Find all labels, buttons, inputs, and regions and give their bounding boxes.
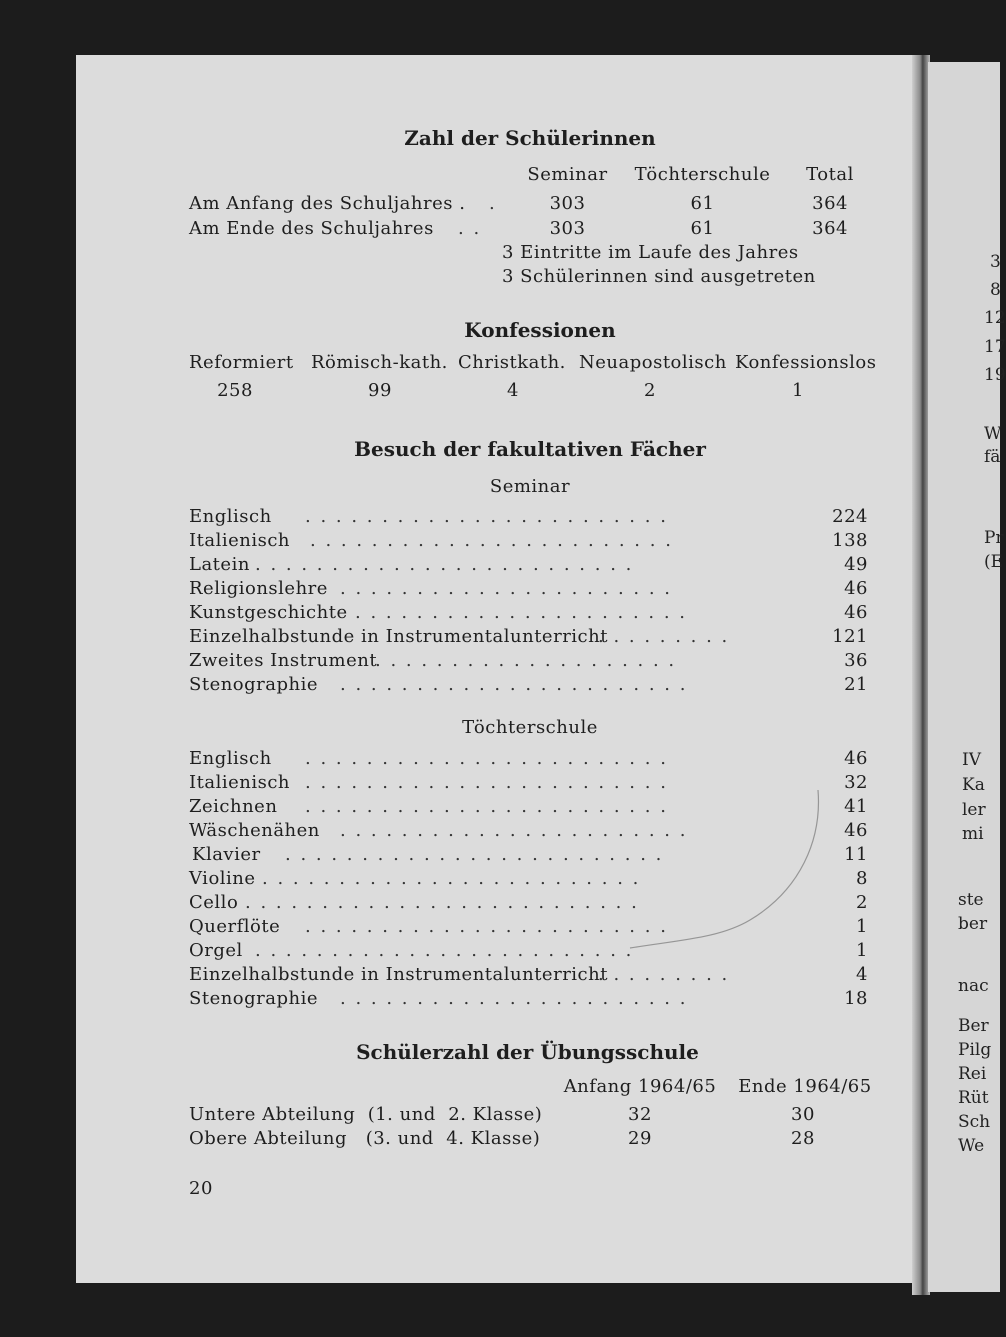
toechter-row-value: 8 xyxy=(856,868,868,889)
uebung-row-label: Untere Abteilung (1. und 2. Klasse) xyxy=(189,1104,543,1125)
toechter-row-value: 11 xyxy=(844,844,868,865)
toechter-row-value: 1 xyxy=(856,940,868,961)
zahl-row-toechter: 61 xyxy=(690,193,715,214)
zahl-row-dots: . . xyxy=(458,218,482,239)
zahl-row-total: 364 xyxy=(812,218,848,239)
facing-page-fragment: Pr xyxy=(984,528,1004,548)
facing-page-fragment: Rüt xyxy=(958,1088,989,1108)
uebung-row-anfang: 29 xyxy=(628,1128,652,1149)
konfession-count: 4 xyxy=(507,380,519,401)
seminar-row-value: 21 xyxy=(844,674,868,695)
toechter-row-label: Klavier xyxy=(192,844,261,865)
facing-page-fragment: W xyxy=(984,424,1002,444)
toechter-row-label: Cello xyxy=(189,892,239,913)
toechter-row-label: Violine xyxy=(189,868,256,889)
konfession-name: Römisch-kath. xyxy=(311,352,448,373)
seminar-row-value: 46 xyxy=(844,578,868,599)
pencil-mark xyxy=(560,780,840,960)
facing-page-fragment: Ber xyxy=(958,1016,989,1036)
toechter-row-dots: . . . . . . . . . . . . . . . . . . . . . . . . xyxy=(305,772,668,793)
facing-page-fragment: 17 xyxy=(984,337,1006,357)
section-title-uebung: Schülerzahl der Übungsschule xyxy=(356,1040,699,1064)
section-title-zahl: Zahl der Schülerinnen xyxy=(404,126,656,150)
seminar-row-value: 121 xyxy=(832,626,868,647)
toechter-row-value: 32 xyxy=(844,772,868,793)
facing-page-fragment: fä xyxy=(984,447,1001,467)
seminar-row-label: Einzelhalbstunde in Instrumentalunterricht xyxy=(189,626,608,647)
konfession-name: Konfessionslos xyxy=(735,352,877,373)
facing-page-fragment: IV xyxy=(962,750,981,770)
toechter-row-label: Einzelhalbstunde in Instrumentalunterricht xyxy=(189,964,608,985)
zahl-row-dots: . xyxy=(489,193,497,214)
toechter-row-dots: . . . . . . . . . . . . . . . . . . . . . . . . . . xyxy=(245,892,639,913)
section-title-konfessionen: Konfessionen xyxy=(464,318,616,342)
toechter-row-label: Wäschenähen xyxy=(189,820,320,841)
zahl-note: 3 Schülerinnen sind ausgetreten xyxy=(502,266,816,287)
zahl-row-toechter: 61 xyxy=(690,218,715,239)
facing-page-fragment: 8 xyxy=(990,280,1001,300)
toechter-row-dots: . . . . . . . . . . . . . . . . . . . . . . . xyxy=(340,988,688,1009)
facing-page-fragment: ler xyxy=(962,800,986,820)
konfession-name: Christkath. xyxy=(458,352,566,373)
uebung-row-ende: 28 xyxy=(791,1128,815,1149)
zahl-row-seminar: 303 xyxy=(549,193,586,214)
konfession-name: Neuapostolisch xyxy=(579,352,727,373)
konfession-count: 99 xyxy=(368,380,392,401)
toechter-row-dots: . . . . . . . . . . . . . . . . . . . . . . . . xyxy=(305,796,668,817)
toechter-row-dots: . . . . . . . . . . . . . . . . . . . . . . . . . xyxy=(262,868,641,889)
seminar-row-label: Englisch xyxy=(189,506,272,527)
facing-page-fragment: ste xyxy=(958,890,984,910)
seminar-row-dots: . . . . . . . . . . . . . . . . . . . . xyxy=(375,650,677,671)
facing-page-fragment: nac xyxy=(958,976,989,996)
seminar-row-label: Latein xyxy=(189,554,250,575)
toechter-row-label: Italienisch xyxy=(189,772,291,793)
col-header-ende: Ende 1964/65 xyxy=(738,1076,872,1097)
toechter-row-dots: . . . . . . . . . . . . . . . . . . . . . . . . . xyxy=(255,940,634,961)
seminar-row-label: Kunstgeschichte xyxy=(189,602,348,623)
facing-page-fragment: Ka xyxy=(962,775,985,795)
section-title-faecher: Besuch der fakultativen Fächer xyxy=(354,437,706,461)
seminar-row-dots: . . . . . . . . . . . . . . . . . . . . . . . . . xyxy=(255,554,634,575)
seminar-row-dots: . . . . . . . . . . . . . . . . . . . . . . xyxy=(355,602,688,623)
seminar-row-label: Italienisch xyxy=(189,530,291,551)
seminar-row-value: 46 xyxy=(844,602,868,623)
page-number: 20 xyxy=(189,1178,213,1199)
toechter-row-value: 18 xyxy=(844,988,868,1009)
zahl-row-total: 364 xyxy=(812,193,848,214)
facing-page-fragment: 19 xyxy=(984,365,1006,385)
toechter-row-dots: . . . . . . . . . . . . . . . . . . . . . . . . xyxy=(305,916,668,937)
toechter-row-value: 1 xyxy=(856,916,868,937)
uebung-row-label: Obere Abteilung (3. und 4. Klasse) xyxy=(189,1128,541,1149)
toechter-row-value: 41 xyxy=(844,796,868,817)
toechter-row-label: Orgel xyxy=(189,940,243,961)
facing-page-fragment: Pilg xyxy=(958,1040,992,1060)
toechter-row-value: 4 xyxy=(856,964,868,985)
konfession-count: 1 xyxy=(792,380,804,401)
facing-page-fragment: Sch xyxy=(958,1112,991,1132)
toechter-row-dots: . . . . . . . . . . . . . . . . . . . . . . . . . xyxy=(285,844,664,865)
facing-page-fragment: Rei xyxy=(958,1064,987,1084)
toechter-row-dots: . . . . . . . . . . . . . . . . . . . . . . . . xyxy=(305,748,668,769)
subtitle-toechterschule: Töchterschule xyxy=(462,717,598,738)
uebung-row-ende: 30 xyxy=(791,1104,815,1125)
col-header-seminar: Seminar xyxy=(527,164,608,185)
zahl-row-label: Am Anfang des Schuljahres . xyxy=(189,193,466,214)
uebung-row-anfang: 32 xyxy=(628,1104,652,1125)
seminar-row-label: Stenographie xyxy=(189,674,319,695)
facing-page-fragment: mi xyxy=(962,824,984,844)
toechter-row-label: Zeichnen xyxy=(189,796,278,817)
zahl-row-seminar: 303 xyxy=(549,218,586,239)
col-header-toechterschule: Töchterschule xyxy=(634,164,771,185)
toechter-row-value: 46 xyxy=(844,748,868,769)
seminar-row-label: Religionslehre xyxy=(189,578,328,599)
facing-page-fragment: ber xyxy=(958,914,988,934)
seminar-row-dots: . . . . . . . . . xyxy=(598,626,730,647)
toechter-row-label: Englisch xyxy=(189,748,272,769)
toechter-row-dots: . . . . . . . . . . . . . . . . . . . . . . . xyxy=(340,820,688,841)
konfession-count: 258 xyxy=(217,380,253,401)
toechter-row-label: Stenographie xyxy=(189,988,319,1009)
zahl-note: 3 Eintritte im Laufe des Jahres xyxy=(502,242,799,263)
col-header-total: Total xyxy=(806,164,854,185)
konfession-name: Reformiert xyxy=(189,352,294,373)
toechter-row-value: 46 xyxy=(844,820,868,841)
col-header-anfang: Anfang 1964/65 xyxy=(563,1076,717,1097)
seminar-row-dots: . . . . . . . . . . . . . . . . . . . . . . . xyxy=(340,674,688,695)
subtitle-seminar: Seminar xyxy=(489,476,571,497)
seminar-row-dots: . . . . . . . . . . . . . . . . . . . . . . xyxy=(340,578,673,599)
seminar-row-dots: . . . . . . . . . . . . . . . . . . . . . . . . xyxy=(310,530,673,551)
zahl-row-label: Am Ende des Schuljahres xyxy=(189,218,434,239)
toechter-row-label: Querflöte xyxy=(189,916,281,937)
facing-page-fragment: (E xyxy=(984,552,1004,572)
seminar-row-value: 138 xyxy=(832,530,868,551)
seminar-row-value: 224 xyxy=(832,506,868,527)
facing-page-fragment: 12 xyxy=(984,308,1006,328)
seminar-row-value: 36 xyxy=(844,650,868,671)
facing-page-fragment: 3 xyxy=(990,252,1001,272)
toechter-row-dots: . . . . . . . . . xyxy=(598,964,730,985)
seminar-row-label: Zweites Instrument xyxy=(189,650,378,671)
toechter-row-value: 2 xyxy=(856,892,868,913)
seminar-row-dots: . . . . . . . . . . . . . . . . . . . . . . . . xyxy=(305,506,668,527)
facing-page-fragment: We xyxy=(958,1136,985,1156)
konfession-count: 2 xyxy=(644,380,656,401)
seminar-row-value: 49 xyxy=(844,554,868,575)
